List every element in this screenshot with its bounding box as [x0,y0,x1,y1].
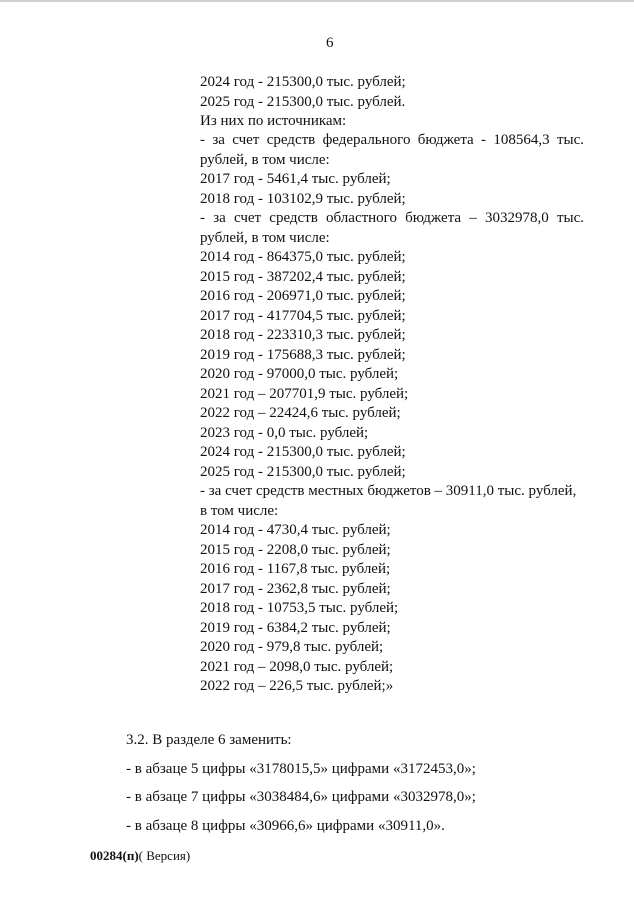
funding-line: 2025 год - 215300,0 тыс. рублей; [200,464,406,480]
funding-line: 2017 год - 2362,8 тыс. рублей; [200,581,391,597]
funding-line: 2023 год - 0,0 тыс. рублей; [200,425,369,441]
funding-line: 2019 год - 6384,2 тыс. рублей; [200,620,391,636]
local-budget-line: - за счет средств местных бюджетов – 30911,0 тыс. рублей, [200,483,577,499]
funding-line: 2019 год - 175688,3 тыс. рублей; [200,347,406,363]
funding-line: 2022 год – 226,5 тыс. рублей;» [200,678,394,694]
funding-line: 2018 год - 10753,5 тыс. рублей; [200,600,399,616]
page-number: 6 [326,35,334,51]
funding-line: 2015 год - 387202,4 тыс. рублей; [200,269,406,285]
section-heading: 3.2. В разделе 6 заменить: [126,732,292,748]
funding-line: 2017 год - 417704,5 тыс. рублей; [200,308,406,324]
funding-line: рублей, в том числе: [200,230,330,246]
funding-line: 2016 год - 206971,0 тыс. рублей; [200,288,406,304]
funding-line: Из них по источникам: [200,113,347,129]
scan-edge [0,0,634,2]
amendment-item: - в абзаце 5 цифры «3178015,5» цифрами «3172453,0»; [126,761,476,777]
document-code [90,848,190,864]
funding-line: 2018 год - 103102,9 тыс. рублей; [200,191,406,207]
federal-budget-line: - за счет средств федерального бюджета - 108564,3 тыс. [200,132,584,148]
funding-line: 2014 год - 864375,0 тыс. рублей; [200,249,406,265]
funding-line: 2024 год - 215300,0 тыс. рублей; [200,74,406,90]
funding-line: 2025 год - 215300,0 тыс. рублей. [200,94,406,110]
funding-line: 2017 год - 5461,4 тыс. рублей; [200,171,391,187]
funding-line: 2014 год - 4730,4 тыс. рублей; [200,522,391,538]
funding-line: рублей, в том числе: [200,152,330,168]
funding-line: 2021 год – 2098,0 тыс. рублей; [200,659,394,675]
funding-line: 2021 год – 207701,9 тыс. рублей; [200,386,409,402]
document-version: ( Версия) [138,848,191,863]
regional-budget-line: - за счет средств областного бюджета – 3032978,0 тыс. [200,210,584,226]
amendment-item: - в абзаце 8 цифры «30966,6» цифрами «30911,0». [126,818,445,834]
funding-line: 2018 год - 223310,3 тыс. рублей; [200,327,406,343]
funding-line: 2020 год - 979,8 тыс. рублей; [200,639,384,655]
funding-line: 2022 год – 22424,6 тыс. рублей; [200,405,401,421]
funding-line: 2016 год - 1167,8 тыс. рублей; [200,561,391,577]
funding-line: 2024 год - 215300,0 тыс. рублей; [200,444,406,460]
document-code-number: 00284(п) [90,848,139,863]
funding-line: 2020 год - 97000,0 тыс. рублей; [200,366,399,382]
funding-line: 2015 год - 2208,0 тыс. рублей; [200,542,391,558]
amendment-item: - в абзаце 7 цифры «3038484,6» цифрами «3032978,0»; [126,789,476,805]
funding-line: в том числе: [200,503,279,519]
